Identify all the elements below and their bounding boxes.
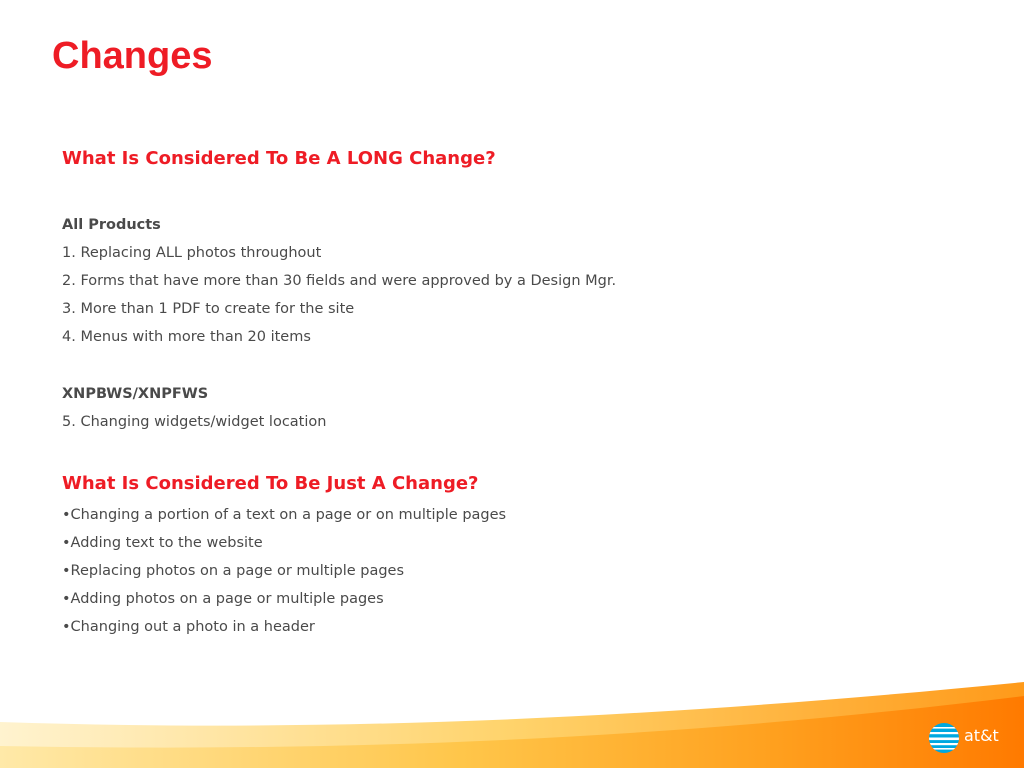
att-logo: [928, 720, 1004, 756]
list-item: 5. Changing widgets/widget location: [62, 414, 327, 430]
slide-title: Changes: [52, 35, 213, 77]
list-item: 2. Forms that have more than 30 fields and were approved by a Design Mgr.: [62, 273, 617, 289]
all-products-label: All Products: [62, 217, 161, 233]
xnpbws-label: XNPBWS/XNPFWS: [62, 386, 209, 402]
list-item: 3. More than 1 PDF to create for the site: [62, 301, 355, 317]
logo-text: at&t: [964, 726, 999, 745]
footer-swoosh: [0, 660, 1024, 768]
bullet-item: •Adding photos on a page or multiple pages: [62, 591, 384, 607]
bullet-item: •Changing a portion of a text on a page or on multiple pages: [62, 507, 507, 523]
bullet-item: •Adding text to the website: [62, 535, 263, 551]
list-item: 1. Replacing ALL photos throughout: [62, 245, 322, 261]
long-change-heading: What Is Considered To Be A LONG Change?: [62, 148, 496, 169]
list-item: 4. Menus with more than 20 items: [62, 329, 311, 345]
bullet-item: •Changing out a photo in a header: [62, 619, 315, 635]
just-change-heading: What Is Considered To Be Just A Change?: [62, 473, 479, 494]
bullet-item: •Replacing photos on a page or multiple pages: [62, 563, 405, 579]
globe-icon: [928, 722, 960, 754]
